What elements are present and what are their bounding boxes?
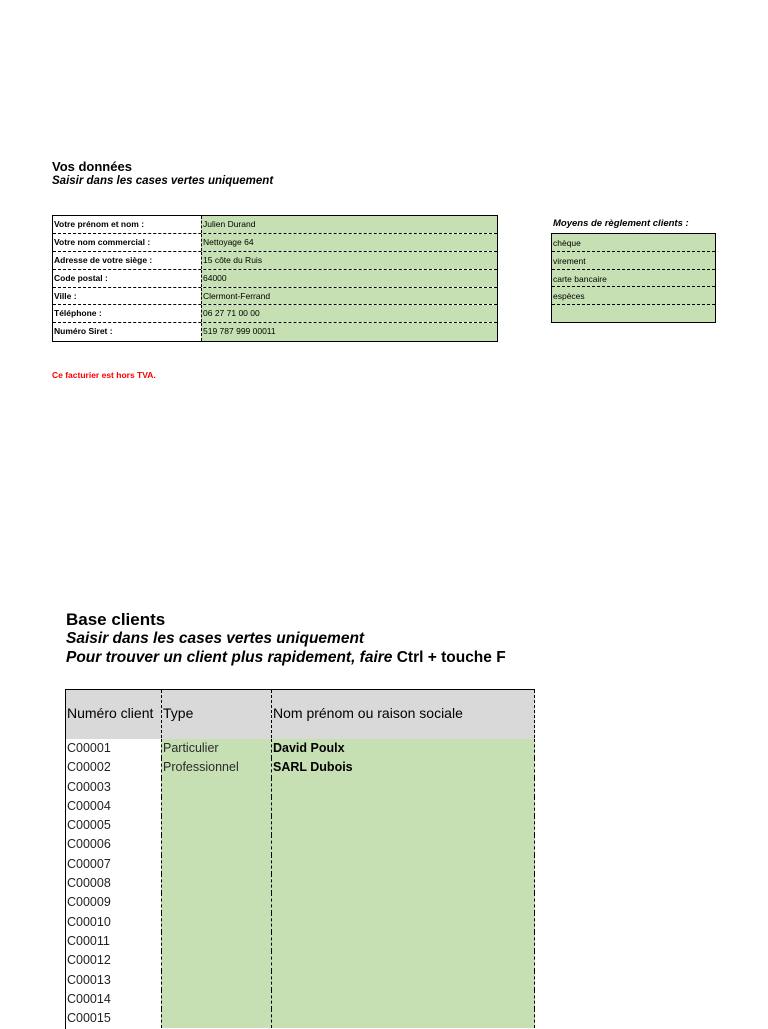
cell-type[interactable]: [161, 951, 271, 970]
tva-note: Ce facturier est hors TVA.: [52, 370, 156, 380]
table-row: [66, 855, 535, 874]
section-title-base-clients: Base clients: [66, 610, 166, 629]
cell-type[interactable]: [161, 874, 271, 893]
info-row-prenom-nom: [53, 216, 497, 234]
cell-nom[interactable]: [271, 932, 535, 951]
search-instruction-keys: Ctrl + touche F: [396, 649, 506, 666]
cell-nom[interactable]: [271, 835, 535, 854]
cell-nom[interactable]: [271, 951, 535, 970]
cell-nom[interactable]: [271, 874, 535, 893]
table-row: [66, 990, 535, 1009]
moyen-reglement-cell[interactable]: virement: [552, 252, 715, 270]
cell-type[interactable]: [161, 778, 271, 797]
info-value-cell[interactable]: Nettoyage 64: [201, 234, 497, 251]
cell-type[interactable]: [161, 797, 271, 816]
moyen-reglement-cell[interactable]: chèque: [552, 234, 715, 252]
cell-numero-client: C00001: [66, 739, 161, 758]
moyen-reglement-cell[interactable]: [552, 305, 715, 323]
moyen-reglement-cell[interactable]: espèces: [552, 287, 715, 305]
column-header-numero-client: Numéro client: [67, 705, 154, 721]
search-instruction-text: Pour trouver un client plus rapidement, faire: [66, 649, 397, 666]
info-label: Numéro Siret :: [54, 326, 113, 337]
info-value-cell[interactable]: Julien Durand: [201, 216, 497, 233]
table-row: [66, 816, 535, 835]
cell-type[interactable]: [161, 932, 271, 951]
info-label: Ville :: [54, 290, 77, 301]
cell-type[interactable]: [161, 816, 271, 835]
cell-nom[interactable]: David Poulx: [271, 739, 535, 758]
info-label: Votre prénom et nom :: [54, 219, 145, 229]
cell-nom[interactable]: [271, 1009, 535, 1028]
info-value-cell[interactable]: 15 côte du Ruis: [201, 252, 497, 269]
info-value-cell[interactable]: 06 27 71 00 00: [201, 305, 497, 322]
info-row-telephone: [53, 305, 497, 323]
info-label: Téléphone :: [54, 308, 102, 319]
cell-type[interactable]: [161, 893, 271, 912]
cell-numero-client: C00003: [66, 778, 161, 797]
cell-nom[interactable]: [271, 855, 535, 874]
column-header-type: Type: [161, 690, 271, 738]
cell-type[interactable]: [161, 990, 271, 1009]
cell-nom[interactable]: [271, 778, 535, 797]
cell-numero-client: C00015: [66, 1009, 161, 1028]
cell-numero-client: C00014: [66, 990, 161, 1009]
info-label: Votre nom commercial :: [54, 236, 151, 247]
info-label: Code postal :: [54, 272, 108, 283]
moyens-reglement-title: Moyens de règlement clients :: [553, 218, 689, 229]
table-row: [66, 758, 535, 777]
table-row: [66, 1009, 535, 1028]
info-label: Adresse de votre siège :: [54, 254, 153, 265]
table-row: [66, 893, 535, 912]
cell-numero-client: C00006: [66, 835, 161, 854]
cell-nom[interactable]: [271, 893, 535, 912]
info-value-cell[interactable]: Clermont-Ferrand: [201, 288, 497, 305]
clients-table-header: [66, 690, 535, 739]
cell-type[interactable]: [161, 913, 271, 932]
table-row: [66, 913, 535, 932]
section-subtitle-vos-donnees: Saisir dans les cases vertes uniquement: [52, 175, 274, 187]
info-row-ville: [53, 288, 497, 306]
cell-type[interactable]: [161, 835, 271, 854]
cell-numero-client: C00013: [66, 971, 161, 990]
column-header-nom: Nom prénom ou raison sociale: [271, 690, 535, 738]
table-row: [66, 797, 535, 816]
table-row: [66, 778, 535, 797]
cell-nom[interactable]: [271, 913, 535, 932]
cell-nom[interactable]: SARL Dubois: [271, 758, 535, 777]
info-row-nom-commercial: [53, 234, 497, 252]
cell-type[interactable]: [161, 855, 271, 874]
section-subtitle-base-clients: Saisir dans les cases vertes uniquement: [66, 630, 365, 647]
cell-numero-client: C00009: [66, 893, 161, 912]
cell-numero-client: C00002: [66, 758, 161, 777]
cell-numero-client: C00007: [66, 855, 161, 874]
cell-numero-client: C00011: [66, 932, 161, 951]
moyens-reglement-list: [551, 233, 716, 323]
cell-nom[interactable]: [271, 797, 535, 816]
cell-nom[interactable]: [271, 990, 535, 1009]
table-row: [66, 739, 535, 758]
cell-type[interactable]: [161, 971, 271, 990]
table-row: [66, 874, 535, 893]
clients-table-body: [66, 739, 535, 1028]
info-value-cell[interactable]: 64000: [201, 270, 497, 287]
info-row-adresse: [53, 252, 497, 270]
section-title-vos-donnees: Vos données: [52, 159, 132, 174]
table-row: [66, 835, 535, 854]
search-instruction: [66, 648, 506, 668]
info-value-cell[interactable]: 519 787 999 00011: [201, 323, 497, 341]
cell-numero-client: C00010: [66, 913, 161, 932]
cell-type[interactable]: Professionnel: [161, 758, 271, 777]
table-row: [66, 932, 535, 951]
table-row: [66, 951, 535, 970]
vos-donnees-table: [52, 215, 498, 342]
clients-table: [65, 689, 535, 1029]
table-row: [66, 971, 535, 990]
cell-numero-client: C00004: [66, 797, 161, 816]
moyen-reglement-cell[interactable]: carte bancaire: [552, 270, 715, 288]
cell-type[interactable]: Particulier: [161, 739, 271, 758]
cell-nom[interactable]: [271, 971, 535, 990]
cell-numero-client: C00005: [66, 816, 161, 835]
cell-numero-client: C00008: [66, 874, 161, 893]
info-row-siret: [53, 323, 497, 341]
cell-nom[interactable]: [271, 816, 535, 835]
cell-numero-client: C00012: [66, 951, 161, 970]
info-row-code-postal: [53, 270, 497, 288]
cell-type[interactable]: [161, 1009, 271, 1028]
